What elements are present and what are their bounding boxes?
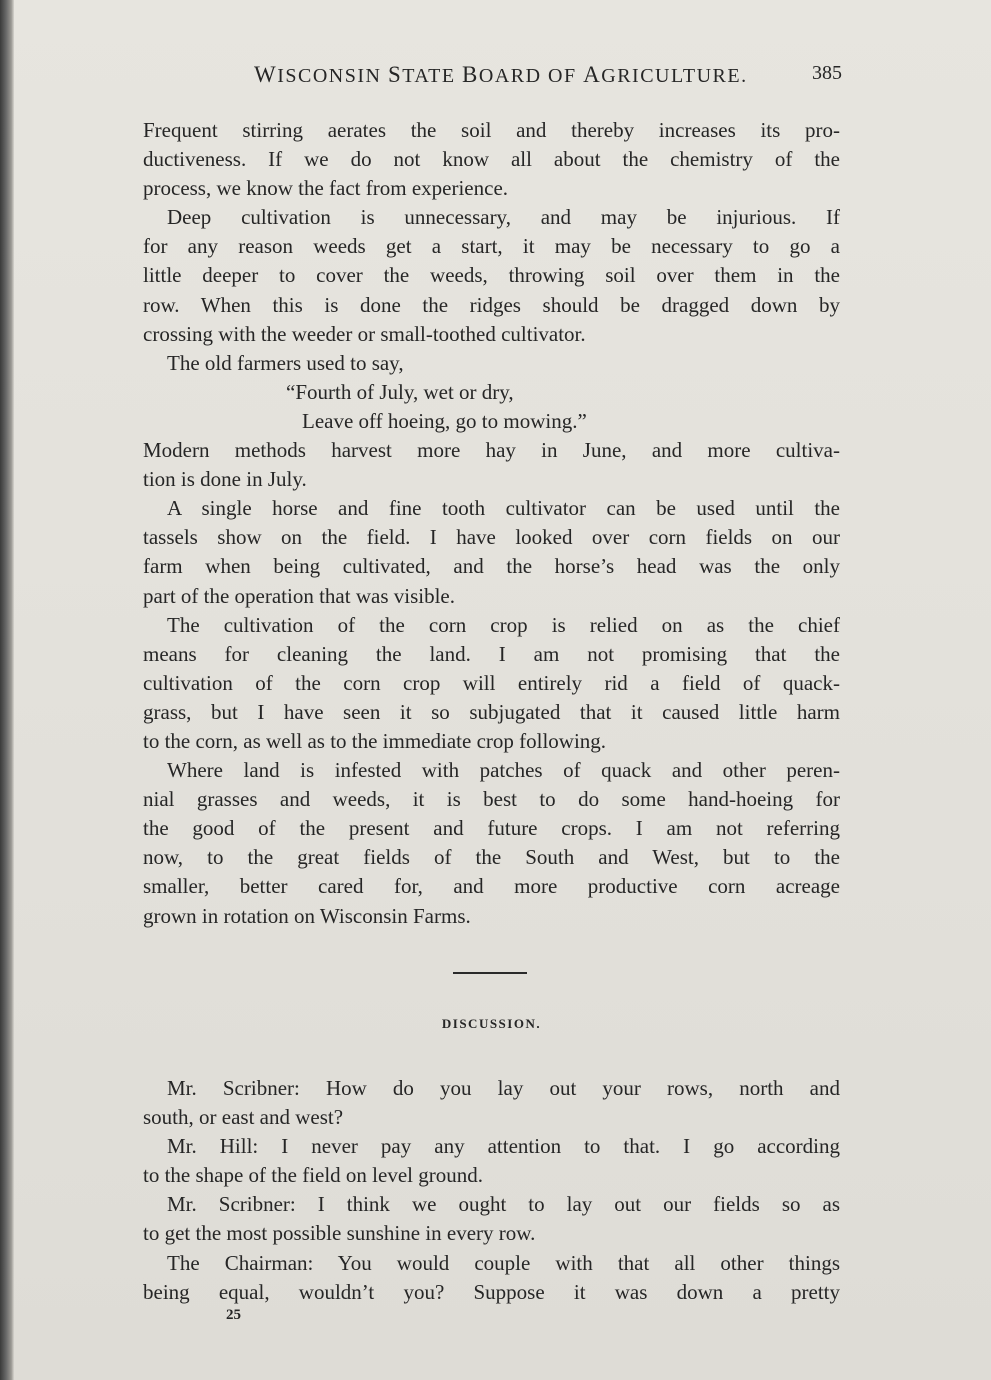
verse-line: “Fourth of July, wet or dry, xyxy=(286,379,514,404)
body-text xyxy=(143,116,840,931)
text-line: row. When this is done the ridges should be dragged down by xyxy=(143,292,840,317)
text-line: being equal, wouldn’t you? Suppose it was down a pretty xyxy=(143,1279,840,1304)
text-line: Mr. Hill: I never pay any attention to that. I go according xyxy=(167,1134,840,1159)
page-number: 385 xyxy=(812,62,842,84)
paragraph xyxy=(143,1190,840,1248)
paragraph xyxy=(143,756,840,931)
text-line: nial grasses and weeds, it is best to do some hand-hoeing for xyxy=(143,787,840,812)
paragraph xyxy=(143,203,840,348)
text-line: south, or east and west? xyxy=(143,1105,344,1130)
text-line: little deeper to cover the weeds, throwing soil over them in the xyxy=(143,263,840,288)
text-line: farm when being cultivated, and the horse’s head was the only xyxy=(143,554,840,579)
discussion-text xyxy=(143,1074,840,1307)
text-line: Mr. Scribner: How do you lay out your rows, north and xyxy=(167,1076,840,1100)
paragraph xyxy=(143,1249,840,1307)
text-line: the good of the present and future crops. I am not referring xyxy=(143,816,840,841)
text-line: Frequent stirring aerates the soil and thereby increases its pro- xyxy=(143,118,840,142)
text-line: Where land is infested with patches of quack and other peren- xyxy=(167,758,840,783)
text-line: to the corn, as well as to the immediate crop following. xyxy=(143,728,607,753)
paragraph xyxy=(143,436,840,494)
section-divider xyxy=(453,972,527,974)
page-header xyxy=(140,62,842,92)
running-head: WISCONSIN STATE BOARD OF AGRICULTURE. xyxy=(254,62,748,87)
text-line: A single horse and fine tooth cultivator can be used until the xyxy=(167,496,840,521)
paragraph xyxy=(143,349,840,378)
text-line: The Chairman: You would couple with that all other things xyxy=(167,1250,840,1275)
text-line: to get the most possible sunshine in every row. xyxy=(143,1221,536,1246)
text-line: crossing with the weeder or small-toothed cultivator. xyxy=(143,321,586,346)
text-line: The cultivation of the corn crop is relied on as the chief xyxy=(167,612,840,637)
text-line: to the shape of the field on level ground. xyxy=(143,1163,483,1188)
text-line: Deep cultivation is unnecessary, and may be injurious. If xyxy=(167,205,840,230)
paragraph xyxy=(143,1074,840,1132)
text-line: smaller, better cared for, and more productive corn acreage xyxy=(143,874,840,899)
text-line: part of the operation that was visible. xyxy=(143,583,455,608)
text-line: tassels show on the field. I have looked over corn fields on our xyxy=(143,525,840,550)
verse-line: Leave off hoeing, go to mowing.” xyxy=(302,408,587,433)
paragraph xyxy=(143,116,840,203)
section-heading: DISCUSSION. xyxy=(441,1016,542,1031)
page-binding-edge xyxy=(0,0,14,1380)
text-line: grown in rotation on Wisconsin Farms. xyxy=(143,903,471,928)
text-line: process, we know the fact from experience. xyxy=(143,176,509,201)
text-line: now, to the great fields of the South and West, but to the xyxy=(143,845,840,870)
text-line: grass, but I have seen it so subjugated that it caused little harm xyxy=(143,699,840,724)
verse-quotation xyxy=(143,378,840,436)
text-line: The old farmers used to say, xyxy=(167,350,404,375)
text-line: Modern methods harvest more hay in June, and more cultiva- xyxy=(143,438,840,463)
text-line: Mr. Scribner: I think we ought to lay out our fields so as xyxy=(167,1192,840,1217)
paragraph xyxy=(143,494,840,610)
paragraph xyxy=(143,1132,840,1190)
text-line: ductiveness. If we do not know all about the chemistry of the xyxy=(143,147,840,172)
paragraph xyxy=(143,611,840,756)
text-line: cultivation of the corn crop will entirely rid a field of quack- xyxy=(143,670,840,695)
text-line: tion is done in July. xyxy=(143,467,307,492)
text-line: means for cleaning the land. I am not promising that the xyxy=(143,641,840,666)
text-line: for any reason weeds get a start, it may be necessary to go a xyxy=(143,234,840,259)
signature-mark: 25 xyxy=(226,1307,241,1323)
